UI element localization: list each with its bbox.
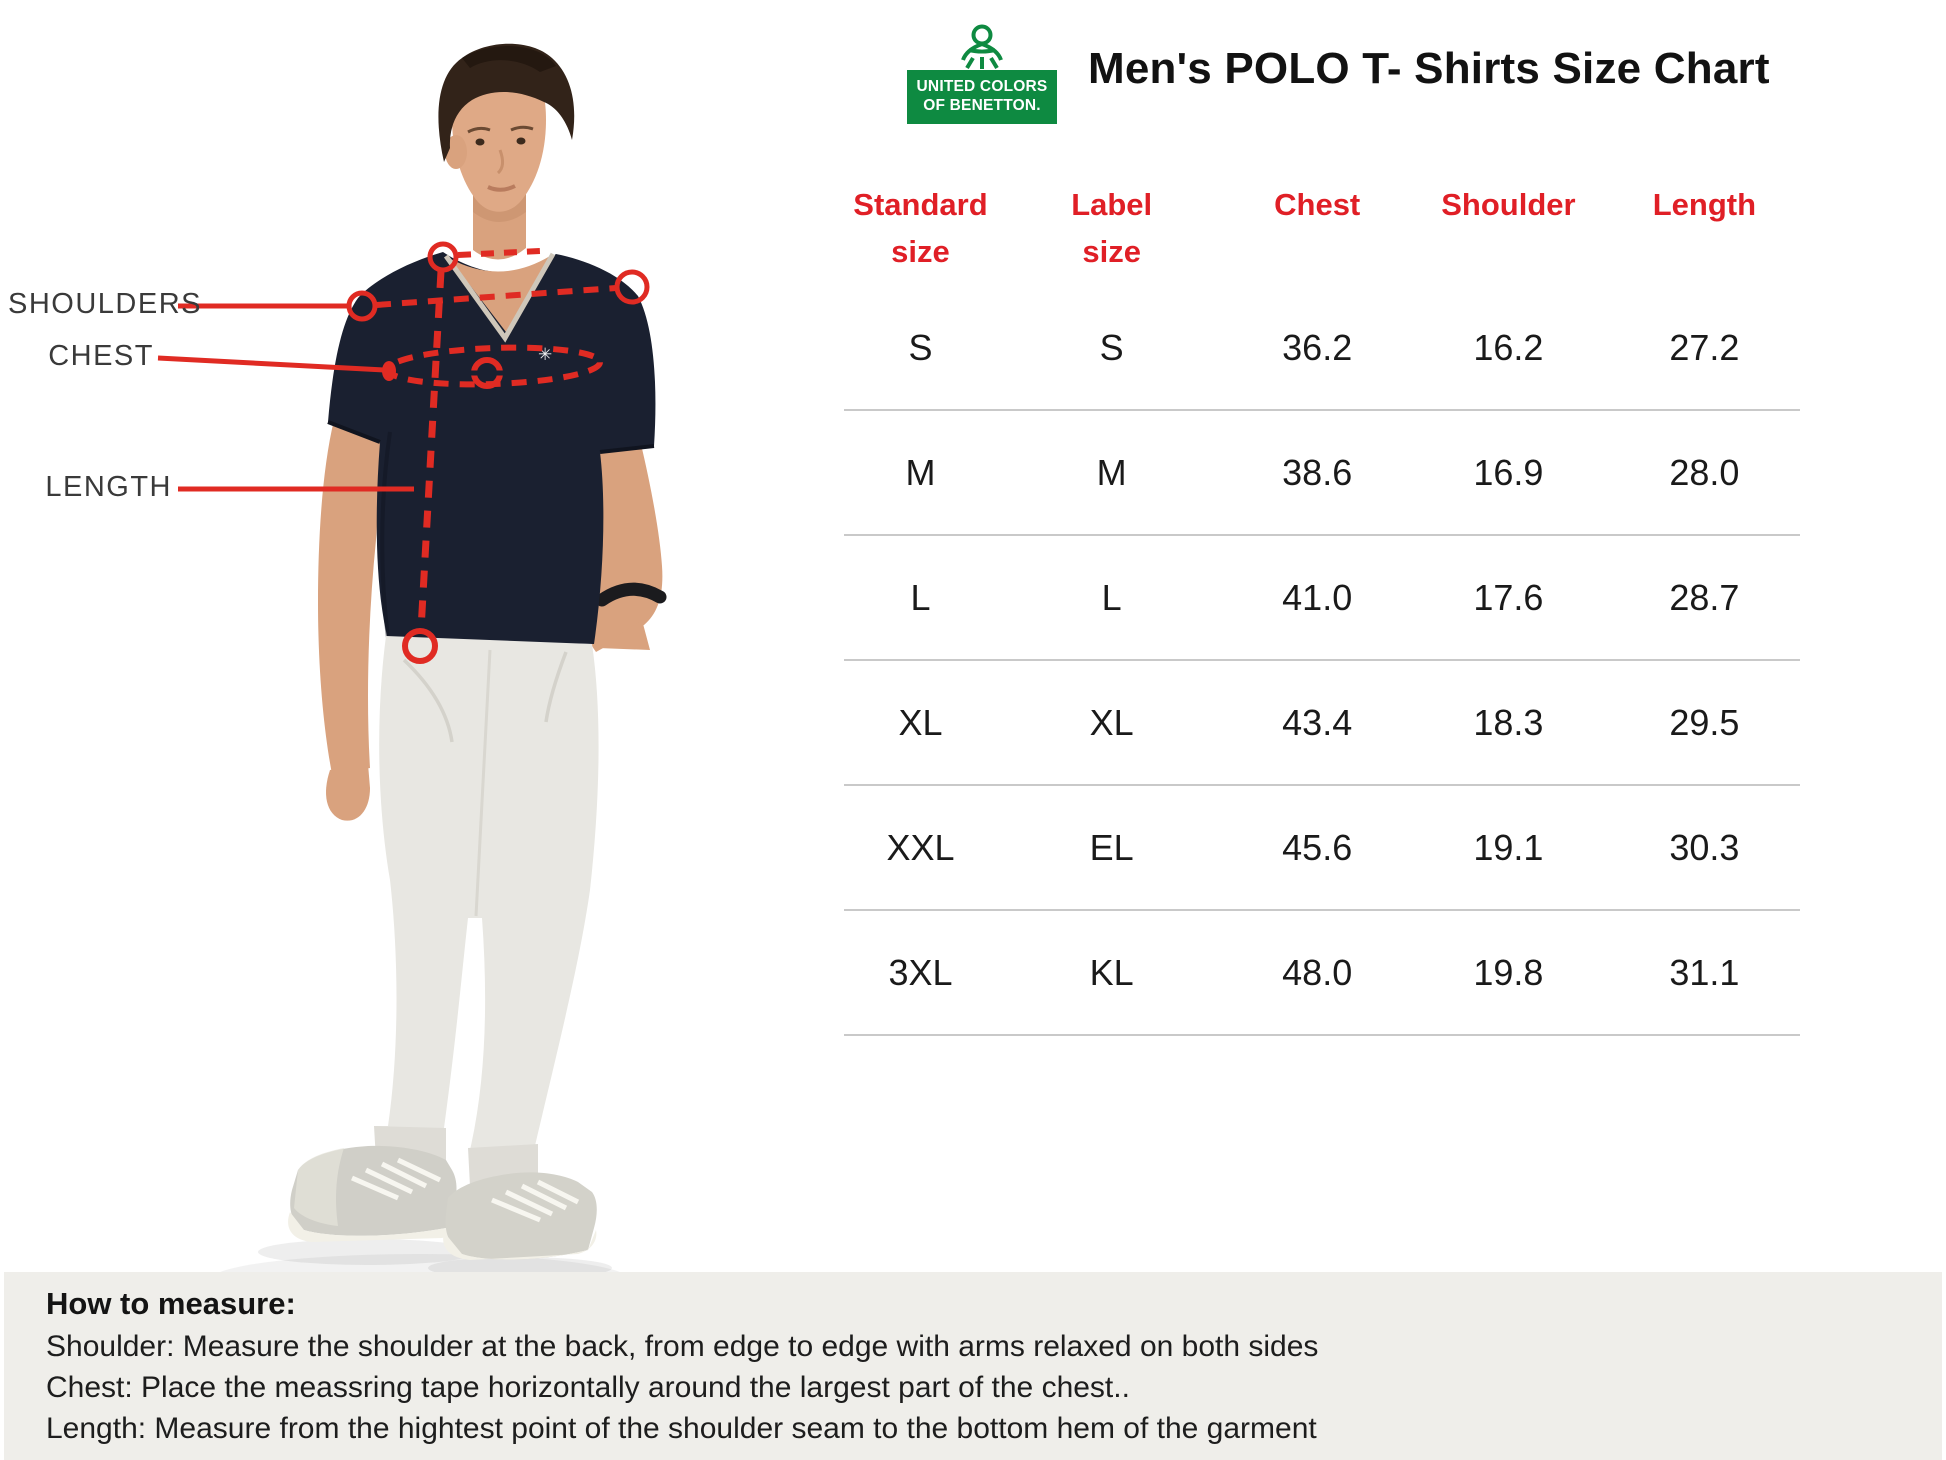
cell-chest: 43.4 — [1282, 701, 1353, 743]
cell-shoulder: 19.8 — [1473, 951, 1544, 993]
cell-shoulder: 19.1 — [1473, 826, 1544, 868]
cell-standard-size: XXL — [886, 826, 955, 868]
cell-standard-size: L — [910, 576, 931, 618]
cell-length: 28.7 — [1669, 576, 1740, 618]
chest-instruction: Chest: Place the meassring tape horizontally around the largest part of the chest.. — [46, 1371, 1130, 1405]
size-row-m — [844, 411, 1800, 536]
how-to-measure-panel — [4, 1272, 1942, 1460]
cell-label-size: XL — [1089, 701, 1134, 743]
benetton-logo-text — [907, 70, 1057, 124]
length-instruction: Length: Measure from the hightest point of the shoulder seam to the bottom hem of the garment — [46, 1412, 1317, 1446]
col-header-label-size: Label size — [1071, 187, 1153, 269]
col-header-shoulder: Shoulder — [1441, 187, 1576, 222]
logo-line-2: OF BENETTON. — [923, 97, 1041, 115]
size-row-xl — [844, 661, 1800, 786]
shoulders-label: SHOULDERS — [8, 288, 202, 320]
cell-chest: 38.6 — [1282, 451, 1353, 493]
cell-label-size: M — [1096, 451, 1127, 493]
cell-shoulder: 16.9 — [1473, 451, 1544, 493]
cell-chest: 48.0 — [1282, 951, 1353, 993]
how-to-measure-heading: How to measure: — [46, 1286, 296, 1321]
cell-label-size: KL — [1089, 951, 1134, 993]
benetton-knot-icon — [951, 24, 1013, 70]
cell-chest: 45.6 — [1282, 826, 1353, 868]
col-header-chest: Chest — [1274, 187, 1361, 222]
cell-standard-size: M — [905, 451, 936, 493]
cell-length: 30.3 — [1669, 826, 1740, 868]
size-row-s — [844, 286, 1800, 411]
size-table-body — [844, 286, 1800, 1036]
cell-chest: 41.0 — [1282, 576, 1353, 618]
cell-label-size: EL — [1089, 826, 1134, 868]
col-header-length: Length — [1652, 187, 1757, 222]
cell-standard-size: XL — [898, 701, 943, 743]
cell-shoulder: 17.6 — [1473, 576, 1544, 618]
chest-label: CHEST — [48, 340, 154, 372]
col-header-standard-size: Standard size — [853, 187, 988, 269]
shoulder-instruction: Shoulder: Measure the shoulder at the back, from edge to edge with arms relaxed on both sides — [46, 1330, 1319, 1363]
cell-shoulder: 16.2 — [1473, 326, 1544, 368]
logo-line-1: UNITED COLORS — [916, 78, 1048, 95]
size-table — [844, 182, 1800, 1036]
page-title: Men's POLO T- Shirts Size Chart — [1088, 44, 1770, 93]
cell-length: 29.5 — [1669, 701, 1740, 743]
cell-chest: 36.2 — [1282, 326, 1353, 368]
cell-length: 27.2 — [1669, 326, 1740, 368]
cell-standard-size: 3XL — [888, 951, 953, 993]
cell-label-size: L — [1101, 576, 1122, 618]
length-label: LENGTH — [45, 471, 172, 503]
benetton-logo — [907, 22, 1057, 124]
size-row-3xl — [844, 911, 1800, 1036]
model-figure — [288, 44, 662, 1260]
size-row-xxl — [844, 786, 1800, 911]
cell-length: 28.0 — [1669, 451, 1740, 493]
size-row-l — [844, 536, 1800, 661]
size-table-header — [844, 182, 1800, 286]
cell-length: 31.1 — [1669, 951, 1740, 993]
cell-label-size: S — [1099, 326, 1124, 368]
tee-chest-logo: ✳ — [538, 345, 553, 364]
cell-shoulder: 18.3 — [1473, 701, 1544, 743]
cell-standard-size: S — [908, 326, 933, 368]
